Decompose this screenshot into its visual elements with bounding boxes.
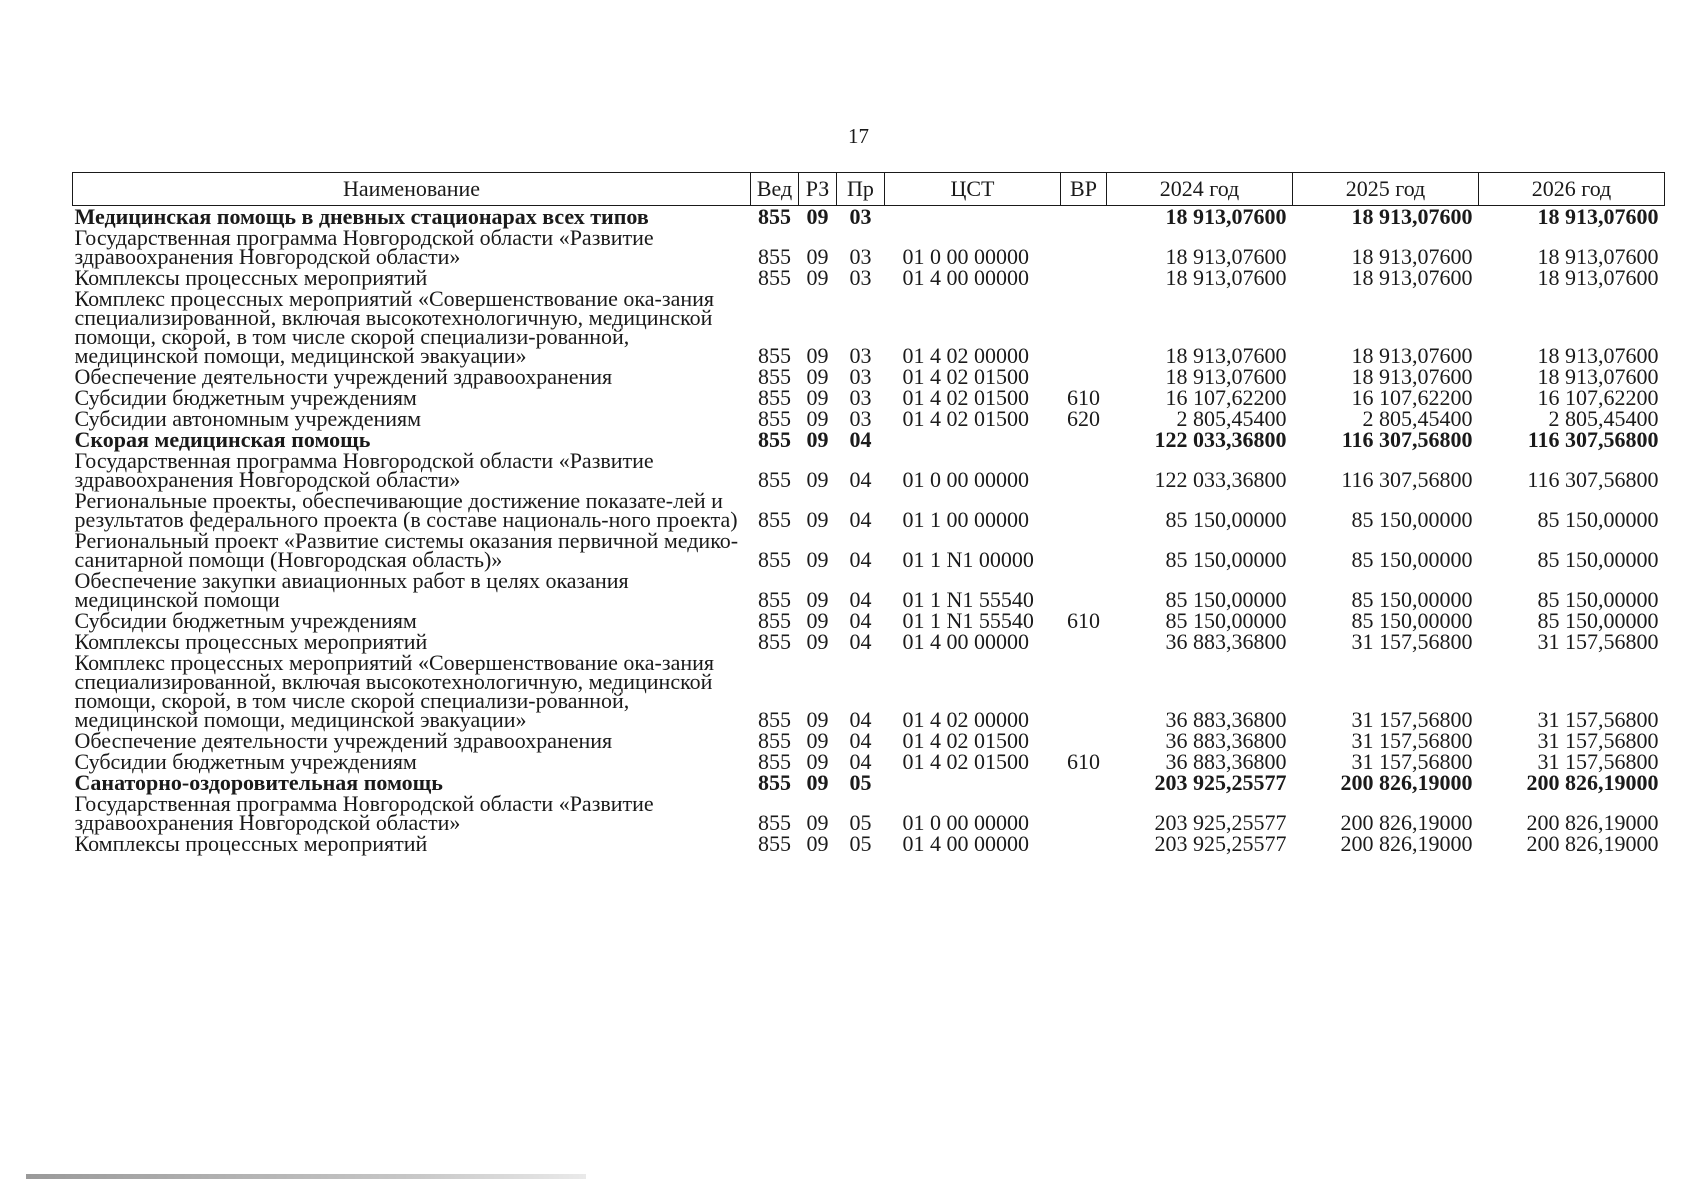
row-rz: 09 xyxy=(806,406,829,431)
row-amount-2026: 31 157,56800 xyxy=(1537,749,1659,774)
table-section-row xyxy=(73,429,1665,450)
row-amount-2026: 18 913,07600 xyxy=(1537,343,1659,368)
row-vr xyxy=(1061,450,1107,490)
row-amount-2025: 18 913,07600 xyxy=(1351,204,1473,229)
row-amount-2024: 122 033,36800 xyxy=(1154,427,1287,452)
row-ved: 855 xyxy=(758,810,791,835)
row-amount-2026: 31 157,56800 xyxy=(1537,707,1659,732)
budget-table xyxy=(72,172,1665,854)
row-amount-2026: 2 805,45400 xyxy=(1548,406,1659,431)
row-amount-2024: 2 805,45400 xyxy=(1176,406,1287,431)
row-vr xyxy=(1061,570,1107,610)
row-amount-2025: 31 157,56800 xyxy=(1351,749,1473,774)
row-amount-2024: 85 150,00000 xyxy=(1165,587,1287,612)
row-pr: 05 xyxy=(849,810,872,835)
row-name: Комплекс процессных мероприятий «Совершенствование ока-зания специализированной, включая высокотехнологичную, медицинской помощи, скорой, в том числе скорой специализи-рованной, медицинской помощи, медицинской эвакуации» xyxy=(74,650,714,732)
row-vr: 610 xyxy=(1067,385,1100,410)
row-cst: 01 4 00 00000 xyxy=(902,831,1029,856)
row-vr: 620 xyxy=(1067,406,1100,431)
table-row xyxy=(73,227,1665,267)
row-amount-2024: 18 913,07600 xyxy=(1165,343,1287,368)
row-rz: 09 xyxy=(806,204,829,229)
row-cst: 01 1 00 00000 xyxy=(902,507,1029,532)
table-row xyxy=(73,751,1665,772)
row-amount-2025: 200 826,19000 xyxy=(1340,810,1473,835)
row-vr xyxy=(1061,490,1107,530)
header-cst: ЦСТ xyxy=(885,173,1061,206)
row-vr xyxy=(1061,793,1107,833)
row-pr: 03 xyxy=(849,406,872,431)
row-cst: 01 4 00 00000 xyxy=(902,629,1029,654)
row-amount-2024: 85 150,00000 xyxy=(1165,507,1287,532)
table-row xyxy=(73,610,1665,631)
row-pr: 04 xyxy=(849,749,872,774)
row-amount-2026: 200 826,19000 xyxy=(1526,770,1659,795)
row-amount-2025: 85 150,00000 xyxy=(1351,507,1473,532)
table-section-row xyxy=(73,206,1665,228)
header-2024: 2024 год xyxy=(1107,173,1293,206)
row-rz: 09 xyxy=(806,244,829,269)
row-name: Санаторно-оздоровительная помощь xyxy=(74,770,443,795)
row-amount-2024: 18 913,07600 xyxy=(1165,364,1287,389)
row-ved: 855 xyxy=(758,608,791,633)
row-amount-2024: 18 913,07600 xyxy=(1165,244,1287,269)
row-rz: 09 xyxy=(806,629,829,654)
row-vr xyxy=(1061,366,1107,387)
row-amount-2025: 31 157,56800 xyxy=(1351,707,1473,732)
row-ved: 855 xyxy=(758,343,791,368)
row-pr: 04 xyxy=(849,507,872,532)
row-pr: 03 xyxy=(849,265,872,290)
header-2026: 2026 год xyxy=(1479,173,1665,206)
row-ved: 855 xyxy=(758,547,791,572)
row-amount-2025: 16 107,62200 xyxy=(1351,385,1473,410)
row-pr: 04 xyxy=(849,587,872,612)
row-amount-2025: 18 913,07600 xyxy=(1351,244,1473,269)
row-amount-2026: 116 307,56800 xyxy=(1527,467,1659,492)
row-name: Государственная программа Новгородской области «Развитие здравоохранения Новгородской области» xyxy=(74,225,654,269)
row-ved: 855 xyxy=(758,467,791,492)
row-amount-2025: 18 913,07600 xyxy=(1351,343,1473,368)
header-vr: ВР xyxy=(1061,173,1107,206)
row-name: Медицинская помощь в дневных стационарах всех типов xyxy=(74,204,649,229)
table-row xyxy=(73,387,1665,408)
page-number: 17 xyxy=(848,124,869,148)
row-vr xyxy=(1061,730,1107,751)
row-ved: 855 xyxy=(758,707,791,732)
row-amount-2026: 200 826,19000 xyxy=(1526,831,1659,856)
row-ved: 855 xyxy=(758,204,791,229)
row-vr xyxy=(1061,429,1107,450)
row-cst: 01 4 02 01500 xyxy=(902,364,1029,389)
row-amount-2024: 203 925,25577 xyxy=(1154,810,1287,835)
row-amount-2025: 18 913,07600 xyxy=(1351,265,1473,290)
row-name: Региональные проекты, обеспечивающие достижение показате-лей и результатов федерального проекта (в составе националь-ного проекта) xyxy=(74,488,738,532)
row-rz: 09 xyxy=(806,265,829,290)
table-header-row xyxy=(73,173,1665,206)
row-amount-2026: 85 150,00000 xyxy=(1537,608,1659,633)
row-rz: 09 xyxy=(806,728,829,753)
row-cst: 01 0 00 00000 xyxy=(902,244,1029,269)
row-amount-2025: 200 826,19000 xyxy=(1340,770,1473,795)
row-amount-2024: 36 883,36800 xyxy=(1165,749,1287,774)
scan-edge-artifact xyxy=(26,1174,586,1179)
row-pr: 03 xyxy=(849,244,872,269)
row-name: Комплексы процессных мероприятий xyxy=(74,831,428,856)
row-cst: 01 4 02 01500 xyxy=(902,749,1029,774)
row-amount-2024: 18 913,07600 xyxy=(1165,265,1287,290)
row-amount-2025: 200 826,19000 xyxy=(1340,831,1473,856)
row-amount-2024: 85 150,00000 xyxy=(1165,608,1287,633)
row-amount-2026: 18 913,07600 xyxy=(1537,265,1659,290)
row-amount-2026: 31 157,56800 xyxy=(1537,728,1659,753)
row-cst: 01 1 N1 55540 xyxy=(902,587,1034,612)
row-amount-2025: 85 150,00000 xyxy=(1351,587,1473,612)
row-cst: 01 4 02 01500 xyxy=(902,385,1029,410)
header-name: Наименование xyxy=(73,173,751,206)
row-amount-2025: 116 307,56800 xyxy=(1341,467,1473,492)
row-amount-2024: 18 913,07600 xyxy=(1165,204,1287,229)
row-vr xyxy=(1061,833,1107,854)
row-cst: 01 4 02 01500 xyxy=(902,406,1029,431)
row-amount-2024: 85 150,00000 xyxy=(1165,547,1287,572)
row-amount-2026: 200 826,19000 xyxy=(1526,810,1659,835)
row-amount-2025: 2 805,45400 xyxy=(1362,406,1473,431)
row-amount-2024: 36 883,36800 xyxy=(1165,728,1287,753)
row-ved: 855 xyxy=(758,587,791,612)
row-name: Государственная программа Новгородской области «Развитие здравоохранения Новгородской области» xyxy=(74,448,654,492)
row-ved: 855 xyxy=(758,507,791,532)
row-rz: 09 xyxy=(806,385,829,410)
table-row xyxy=(73,366,1665,387)
row-pr: 03 xyxy=(849,385,872,410)
table-row xyxy=(73,288,1665,366)
row-rz: 09 xyxy=(806,770,829,795)
row-ved: 855 xyxy=(758,385,791,410)
row-rz: 09 xyxy=(806,507,829,532)
row-ved: 855 xyxy=(758,406,791,431)
row-rz: 09 xyxy=(806,343,829,368)
row-rz: 09 xyxy=(806,707,829,732)
row-pr: 04 xyxy=(849,707,872,732)
row-cst: 01 4 02 00000 xyxy=(902,343,1029,368)
row-amount-2026: 18 913,07600 xyxy=(1537,244,1659,269)
row-pr: 05 xyxy=(849,831,872,856)
row-amount-2026: 85 150,00000 xyxy=(1537,587,1659,612)
row-amount-2025: 18 913,07600 xyxy=(1351,364,1473,389)
row-amount-2024: 16 107,62200 xyxy=(1165,385,1287,410)
row-ved: 855 xyxy=(758,265,791,290)
row-vr xyxy=(1061,631,1107,652)
row-pr: 04 xyxy=(849,467,872,492)
row-cst: 01 0 00 00000 xyxy=(902,467,1029,492)
row-vr: 610 xyxy=(1067,749,1100,774)
row-vr xyxy=(1061,772,1107,793)
row-vr: 610 xyxy=(1067,608,1100,633)
row-name: Государственная программа Новгородской области «Развитие здравоохранения Новгородской области» xyxy=(74,791,654,835)
row-vr xyxy=(1061,652,1107,730)
row-ved: 855 xyxy=(758,364,791,389)
table-row xyxy=(73,530,1665,570)
table-row xyxy=(73,490,1665,530)
row-name: Обеспечение закупки авиационных работ в целях оказания медицинской помощи xyxy=(74,568,629,612)
row-vr xyxy=(1061,530,1107,570)
row-ved: 855 xyxy=(758,749,791,774)
table-row xyxy=(73,652,1665,730)
row-name: Комплекс процессных мероприятий «Совершенствование ока-зания специализированной, включая высокотехнологичную, медицинской помощи, скорой, в том числе скорой специализи-рованной, медицинской помощи, медицинской эвакуации» xyxy=(74,286,714,368)
row-amount-2026: 85 150,00000 xyxy=(1537,507,1659,532)
row-ved: 855 xyxy=(758,244,791,269)
row-rz: 09 xyxy=(806,427,829,452)
table-row xyxy=(73,631,1665,652)
row-amount-2024: 36 883,36800 xyxy=(1165,629,1287,654)
row-name: Субсидии автономным учреждениям xyxy=(74,406,422,431)
row-name: Обеспечение деятельности учреждений здравоохранения xyxy=(74,728,613,753)
header-ved: Вед xyxy=(751,173,799,206)
row-amount-2024: 122 033,36800 xyxy=(1154,467,1287,492)
table-body xyxy=(73,206,1665,855)
row-name: Субсидии бюджетным учреждениям xyxy=(74,749,417,774)
row-vr xyxy=(1061,288,1107,366)
row-vr xyxy=(1061,206,1107,228)
row-name: Субсидии бюджетным учреждениям xyxy=(74,608,417,633)
row-pr: 04 xyxy=(849,728,872,753)
row-pr: 03 xyxy=(849,343,872,368)
table-row xyxy=(73,793,1665,833)
row-name: Комплексы процессных мероприятий xyxy=(74,265,428,290)
table-row xyxy=(73,408,1665,429)
row-amount-2026: 16 107,62200 xyxy=(1537,385,1659,410)
row-amount-2025: 116 307,56800 xyxy=(1341,427,1473,452)
row-cst: 01 1 N1 55540 xyxy=(902,608,1034,633)
row-amount-2026: 18 913,07600 xyxy=(1537,204,1659,229)
row-cst xyxy=(885,206,1061,228)
row-pr: 04 xyxy=(849,629,872,654)
row-amount-2026: 116 307,56800 xyxy=(1527,427,1659,452)
row-vr xyxy=(1061,227,1107,267)
header-2025: 2025 год xyxy=(1293,173,1479,206)
row-name: Скорая медицинская помощь xyxy=(74,427,371,452)
row-amount-2026: 31 157,56800 xyxy=(1537,629,1659,654)
row-cst: 01 4 00 00000 xyxy=(902,265,1029,290)
row-amount-2025: 85 150,00000 xyxy=(1351,608,1473,633)
header-pr: Пр xyxy=(837,173,885,206)
row-amount-2025: 85 150,00000 xyxy=(1351,547,1473,572)
row-pr: 03 xyxy=(849,364,872,389)
row-name: Обеспечение деятельности учреждений здравоохранения xyxy=(74,364,613,389)
row-ved: 855 xyxy=(758,427,791,452)
table-section-row xyxy=(73,772,1665,793)
row-cst xyxy=(885,429,1061,450)
row-ved: 855 xyxy=(758,831,791,856)
row-pr: 04 xyxy=(849,427,872,452)
row-amount-2025: 31 157,56800 xyxy=(1351,728,1473,753)
table-row xyxy=(73,450,1665,490)
row-pr: 04 xyxy=(849,608,872,633)
row-pr: 05 xyxy=(849,770,872,795)
table-row xyxy=(73,267,1665,288)
row-cst: 01 1 N1 00000 xyxy=(902,547,1034,572)
row-rz: 09 xyxy=(806,810,829,835)
row-amount-2025: 31 157,56800 xyxy=(1351,629,1473,654)
row-amount-2024: 203 925,25577 xyxy=(1154,770,1287,795)
table-row xyxy=(73,730,1665,751)
table-row xyxy=(73,570,1665,610)
row-cst: 01 4 02 00000 xyxy=(902,707,1029,732)
row-vr xyxy=(1061,267,1107,288)
row-rz: 09 xyxy=(806,467,829,492)
row-cst: 01 4 02 01500 xyxy=(902,728,1029,753)
row-name: Комплексы процессных мероприятий xyxy=(74,629,428,654)
row-ved: 855 xyxy=(758,629,791,654)
row-ved: 855 xyxy=(758,728,791,753)
row-rz: 09 xyxy=(806,364,829,389)
row-rz: 09 xyxy=(806,749,829,774)
row-pr: 03 xyxy=(849,204,872,229)
table-row xyxy=(73,833,1665,854)
row-rz: 09 xyxy=(806,547,829,572)
row-cst xyxy=(885,772,1061,793)
row-rz: 09 xyxy=(806,608,829,633)
row-ved: 855 xyxy=(758,770,791,795)
header-rz: РЗ xyxy=(799,173,837,206)
row-rz: 09 xyxy=(806,831,829,856)
row-rz: 09 xyxy=(806,587,829,612)
row-name: Субсидии бюджетным учреждениям xyxy=(74,385,417,410)
row-amount-2026: 85 150,00000 xyxy=(1537,547,1659,572)
row-amount-2026: 18 913,07600 xyxy=(1537,364,1659,389)
row-name: Региональный проект «Развитие системы оказания первичной медико-санитарной помощи (Новгородская область)» xyxy=(74,528,739,572)
row-cst: 01 0 00 00000 xyxy=(902,810,1029,835)
row-amount-2024: 36 883,36800 xyxy=(1165,707,1287,732)
row-amount-2024: 203 925,25577 xyxy=(1154,831,1287,856)
row-pr: 04 xyxy=(849,547,872,572)
